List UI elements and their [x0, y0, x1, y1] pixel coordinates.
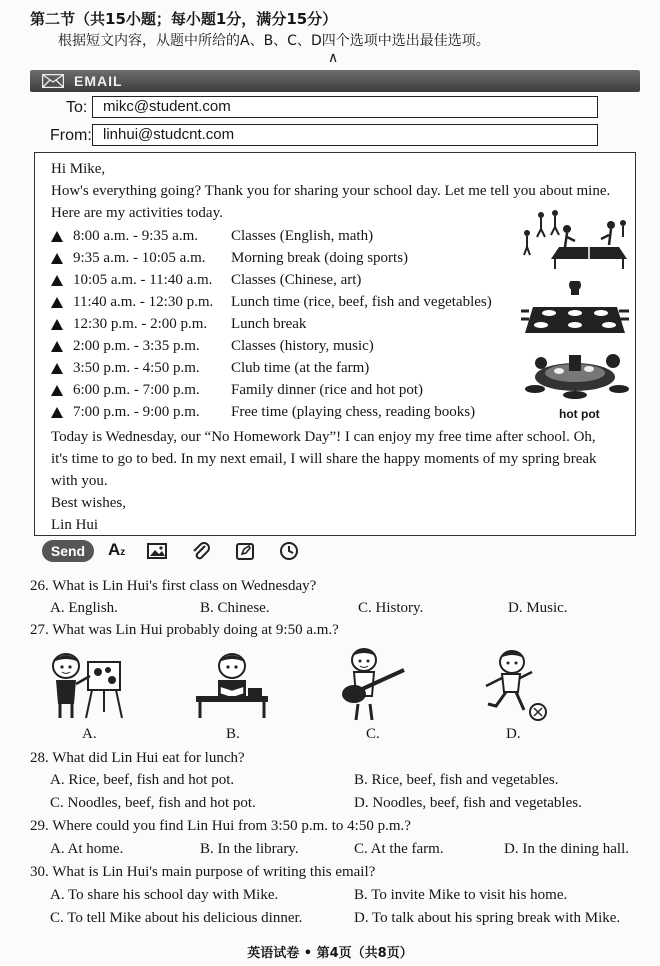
schedule-activity: Lunch break — [231, 316, 307, 332]
to-field[interactable]: mikc@student.com — [92, 96, 598, 118]
option[interactable]: A. English. — [50, 600, 118, 616]
boy-football-illustration — [474, 648, 554, 722]
bullet-triangle-icon — [51, 319, 63, 330]
option[interactable]: C. At the farm. — [354, 841, 444, 857]
email-title: EMAIL — [74, 73, 123, 89]
from-field[interactable]: linhui@studcnt.com — [92, 124, 598, 146]
page-footer: 英语试卷 • 第4页（共8页） — [247, 946, 413, 961]
caret-mark: ∧ — [328, 50, 339, 66]
boy-reading-illustration — [192, 650, 272, 720]
font-format-icon[interactable] — [108, 540, 130, 562]
question-stem: 28. What did Lin Hui eat for lunch? — [30, 750, 245, 766]
signature: Lin Hui — [51, 517, 99, 533]
body-line: Today is Wednesday, our “No Homework Day”! I can enjoy my free time after school. Oh, — [51, 429, 596, 445]
question-stem: 29. Where could you find Lin Hui from 3:50 p.m. to 4:50 p.m.? — [30, 818, 411, 834]
question-stem: 27. What was Lin Hui probably doing at 9:50 a.m.? — [30, 622, 339, 638]
schedule-time: 6:00 p.m. - 7:00 p.m. — [73, 382, 200, 398]
boy-guitar-illustration — [334, 646, 414, 722]
bullet-triangle-icon — [51, 385, 63, 396]
bullet-triangle-icon — [51, 253, 63, 264]
option[interactable]: D. — [506, 726, 521, 742]
option[interactable]: A. At home. — [50, 841, 124, 857]
ping-pong-illustration — [519, 207, 631, 269]
schedule-time: 10:05 a.m. - 11:40 a.m. — [73, 272, 213, 288]
body-line: it's time to go to bed. In my next email, I will share the happy moments of my spring break — [51, 451, 597, 467]
bullet-triangle-icon — [51, 363, 63, 374]
option[interactable]: B. To invite Mike to visit his home. — [354, 887, 568, 903]
from-label: From: — [50, 127, 92, 144]
clock-icon[interactable] — [278, 540, 300, 562]
schedule-activity: Classes (Chinese, art) — [231, 272, 362, 288]
font-format-letter: A — [108, 540, 121, 559]
option[interactable]: C. Noodles, beef, fish and hot pot. — [50, 795, 256, 811]
option[interactable]: D. Music. — [508, 600, 568, 616]
schedule-activity: Morning break (doing sports) — [231, 250, 409, 266]
schedule-activity: Lunch time (rice, beef, fish and vegetables) — [231, 294, 492, 310]
option[interactable]: C. To tell Mike about his delicious dinner. — [50, 910, 303, 926]
option[interactable]: D. Noodles, beef, fish and vegetables. — [354, 795, 582, 811]
option[interactable]: A. To share his school day with Mike. — [50, 887, 279, 903]
instruction-text: 根据短文内容，从题中所给的A、B、C、D四个选项中选出最佳选项。 — [58, 33, 490, 49]
bullet-triangle-icon — [51, 231, 63, 242]
schedule-time: 8:00 a.m. - 9:35 a.m. — [73, 228, 198, 244]
option[interactable]: B. Rice, beef, fish and vegetables. — [354, 772, 559, 788]
email-title-bar — [30, 70, 640, 92]
schedule-time: 12:30 p.m. - 2:00 p.m. — [73, 316, 208, 332]
option[interactable]: D. In the dining hall. — [504, 841, 629, 857]
body-line: How's everything going? Thank you for sharing your school day. Let me tell you about mine. — [51, 183, 611, 199]
option[interactable]: C. — [366, 726, 380, 742]
lunch-illustration — [519, 281, 631, 339]
question-stem: 26. What is Lin Hui's first class on Wednesday? — [30, 578, 317, 594]
bullet-triangle-icon — [51, 407, 63, 418]
schedule-time: 2:00 p.m. - 3:35 p.m. — [73, 338, 200, 354]
send-button[interactable]: Send — [42, 540, 94, 562]
schedule-time: 9:35 a.m. - 10:05 a.m. — [73, 250, 206, 266]
attachment-icon[interactable] — [190, 540, 212, 562]
question-stem: 30. What is Lin Hui's main purpose of writing this email? — [30, 864, 376, 880]
schedule-time: 3:50 p.m. - 4:50 p.m. — [73, 360, 200, 376]
to-label: To: — [66, 99, 88, 116]
bullet-triangle-icon — [51, 275, 63, 286]
bullet-triangle-icon — [51, 341, 63, 352]
schedule-activity: Free time (playing chess, reading books) — [231, 404, 476, 420]
edit-icon[interactable] — [234, 540, 256, 562]
font-format-sub: z — [120, 547, 126, 558]
boy-painting-illustration — [44, 650, 128, 720]
option[interactable]: B. Chinese. — [200, 600, 270, 616]
schedule-time: 11:40 a.m. - 12:30 p.m. — [73, 294, 214, 310]
option[interactable]: B. In the library. — [200, 841, 299, 857]
greeting: Hi Mike, — [51, 161, 106, 177]
hot-pot-caption: hot pot — [559, 407, 600, 421]
schedule-activity: Classes (history, music) — [231, 338, 374, 354]
schedule-time: 7:00 p.m. - 9:00 p.m. — [73, 404, 200, 420]
bullet-triangle-icon — [51, 297, 63, 308]
section-title: 第二节（共15小题；每小题1分，满分15分） — [30, 10, 338, 28]
envelope-icon — [42, 74, 64, 88]
schedule-activity: Classes (English, math) — [231, 228, 374, 244]
option[interactable]: D. To talk about his spring break with Mike. — [354, 910, 621, 926]
hot-pot-illustration — [519, 349, 631, 401]
option[interactable]: C. History. — [358, 600, 424, 616]
option[interactable]: B. — [226, 726, 240, 742]
schedule-activity: Family dinner (rice and hot pot) — [231, 382, 424, 398]
body-line: with you. — [51, 473, 108, 489]
signoff: Best wishes, — [51, 495, 126, 511]
body-line: Here are my activities today. — [51, 205, 223, 221]
image-icon[interactable] — [146, 540, 168, 562]
option[interactable]: A. Rice, beef, fish and hot pot. — [50, 772, 235, 788]
option[interactable]: A. — [82, 726, 97, 742]
schedule-activity: Club time (at the farm) — [231, 360, 370, 376]
email-body[interactable] — [34, 152, 636, 536]
